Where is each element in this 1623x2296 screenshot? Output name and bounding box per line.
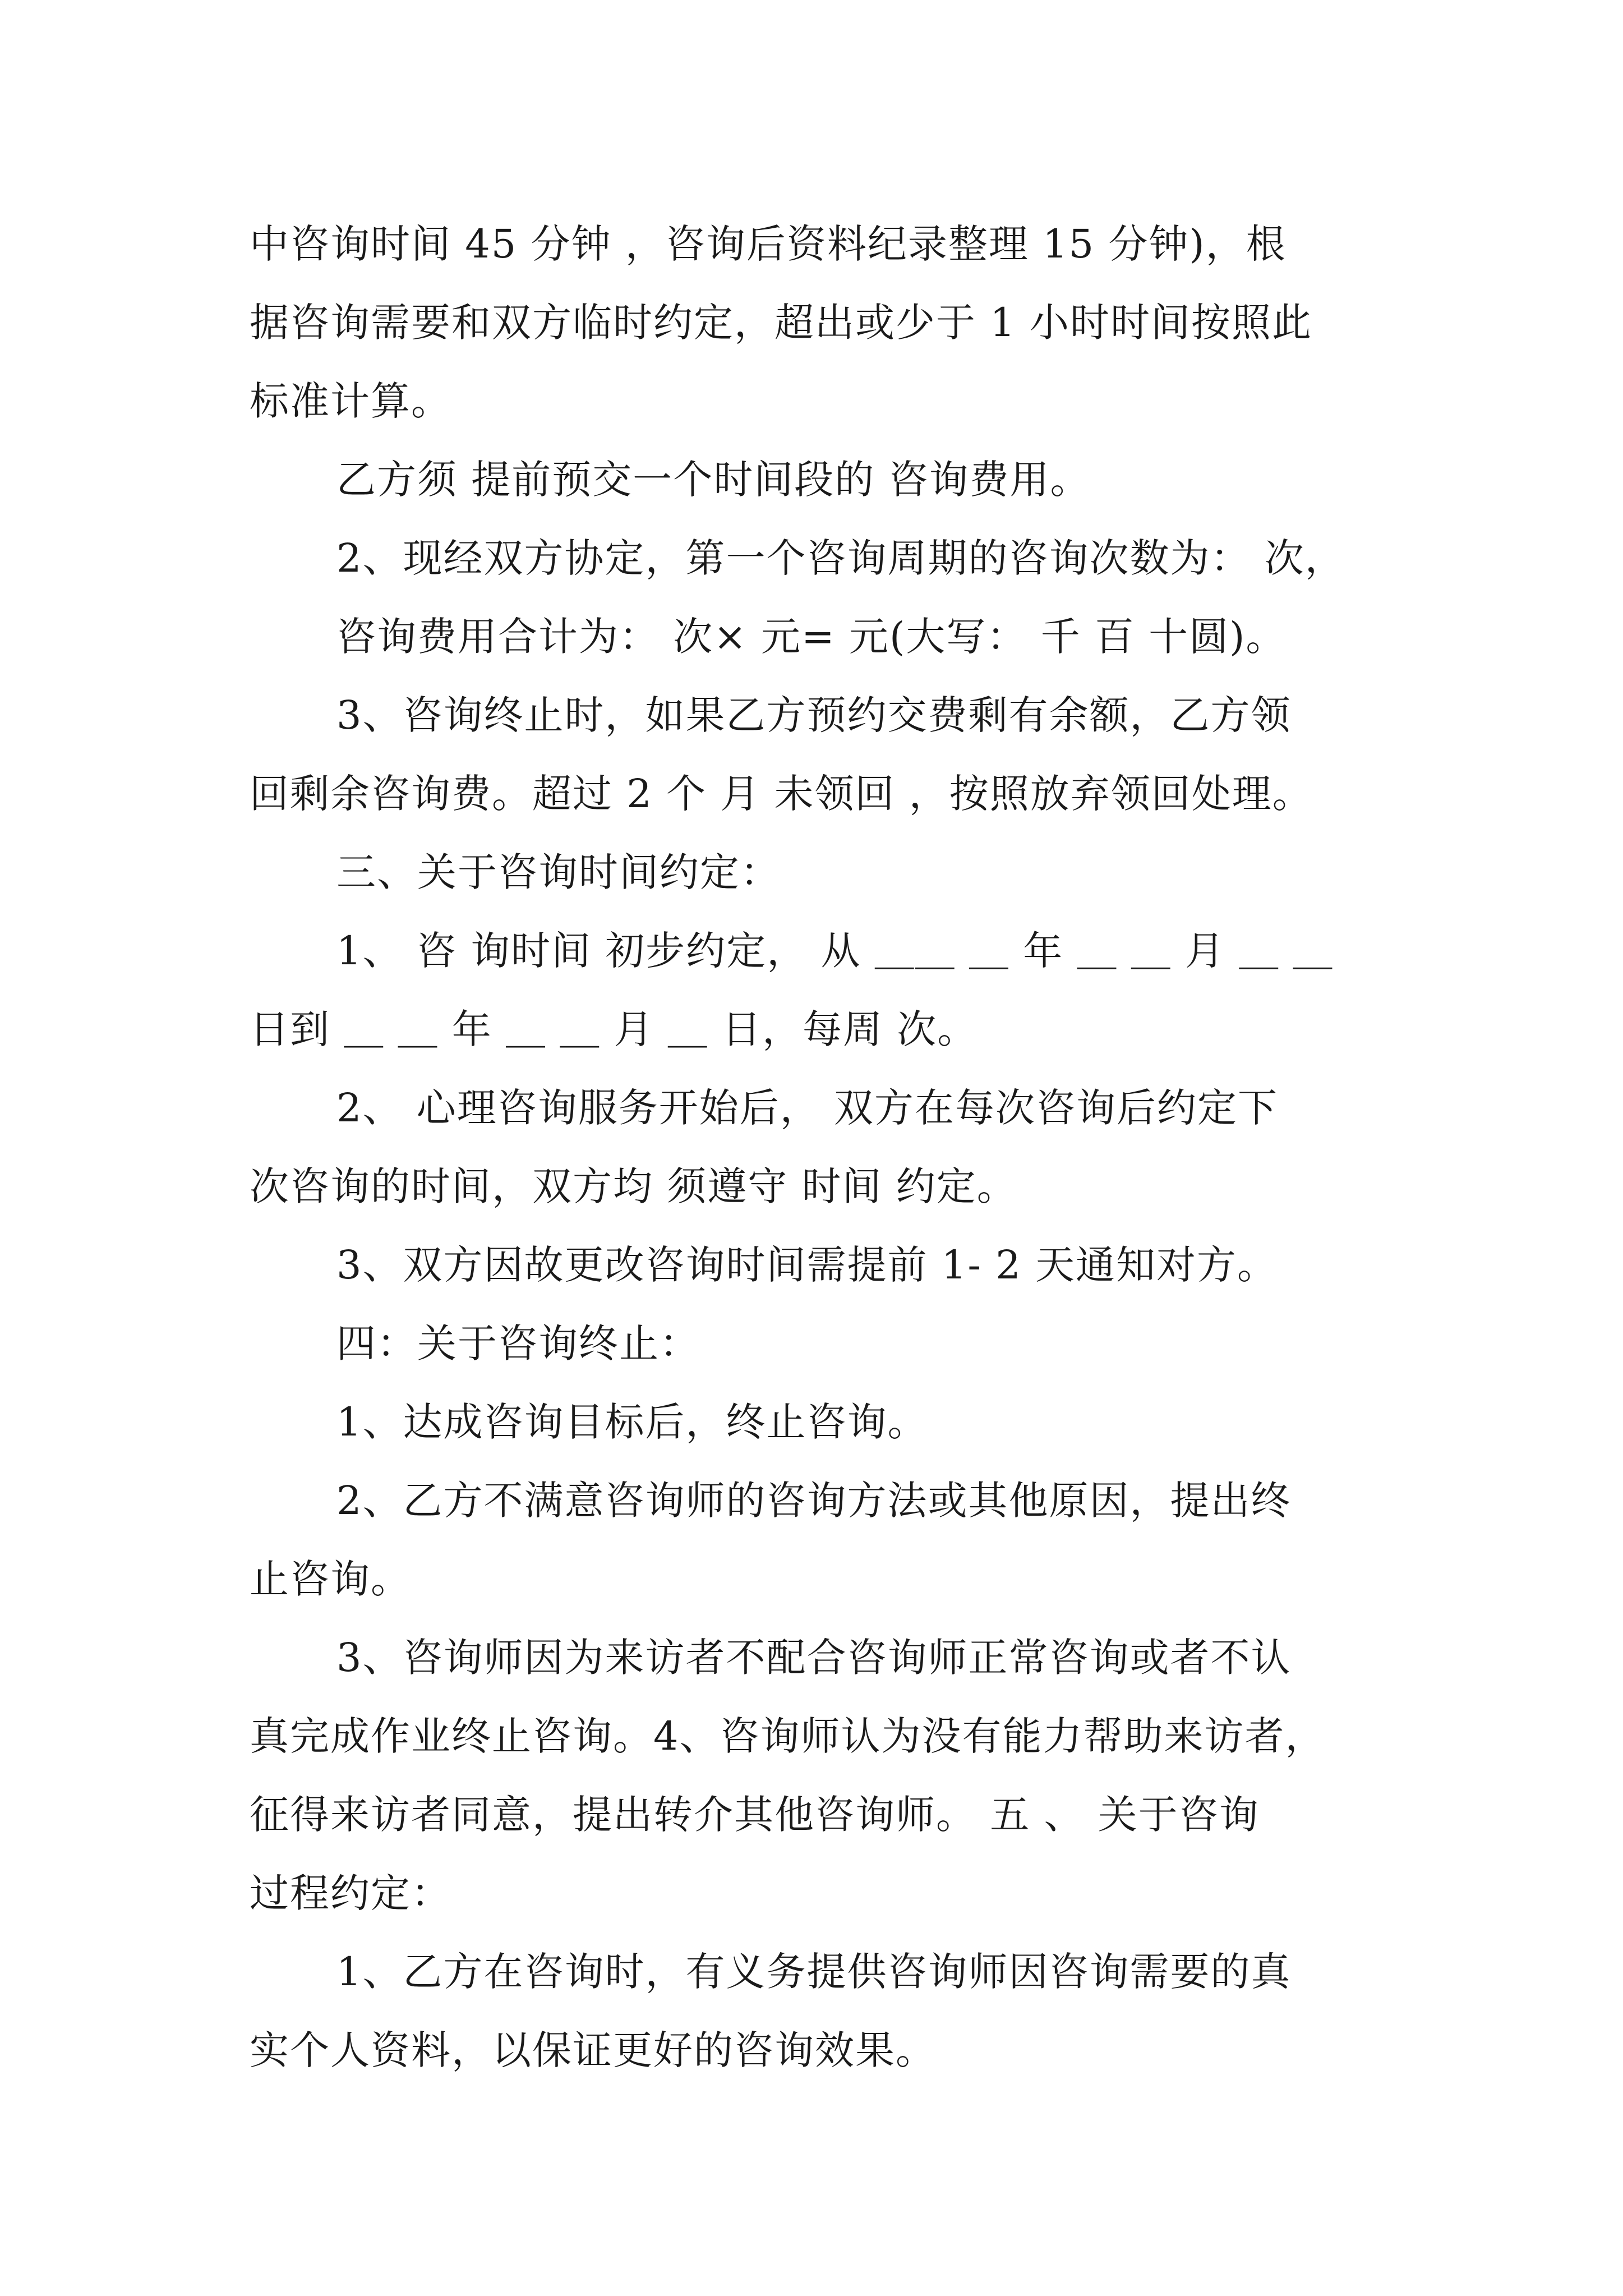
text-line: 2、 心理咨询服务开始后， 双方在每次咨询后约定下 xyxy=(336,1085,1279,1131)
text-line: 真完成作业终止咨询。4、咨询师认为没有能力帮助来访者， xyxy=(250,1713,1326,1759)
text-line: 征得来访者同意，提出转介其他咨询师。 五 、 关于咨询 xyxy=(250,1792,1260,1838)
text-line: 四：关于咨询终止： xyxy=(336,1320,700,1366)
text-line: 3、双方因故更改咨询时间需提前 1- 2 天通知对方。 xyxy=(336,1242,1278,1288)
text-line: 过程约定： xyxy=(250,1870,451,1916)
text-line: 2、乙方不满意咨询师的咨询方法或其他原因，提出终 xyxy=(336,1478,1292,1524)
text-line: 2、现经双方协定，第一个咨询周期的咨询次数为： 次， xyxy=(336,535,1345,581)
text-line: 中咨询时间 45 分钟 ，咨询后资料纪录整理 15 分钟)，根 xyxy=(250,221,1287,267)
text-line: 日到 ＿ ＿ 年 ＿ ＿ 月 ＿ 日，每周 次。 xyxy=(250,1006,978,1052)
text-line: 1、乙方在咨询时，有义务提供咨询师因咨询需要的真 xyxy=(336,1949,1292,1995)
text-line: 3、咨询终止时，如果乙方预约交费剩有余额，乙方领 xyxy=(336,692,1292,738)
text-line: 3、咨询师因为来访者不配合咨询师正常咨询或者不认 xyxy=(336,1635,1292,1681)
text-line: 咨询费用合计为： 次× 元= 元(大写： 千 百 十圆)。 xyxy=(336,614,1287,660)
text-line: 据咨询需要和双方临时约定，超出或少于 1 小时时间按照此 xyxy=(250,300,1313,346)
text-line: 1、 咨 询时间 初步约定， 从 ＿＿ ＿ 年 ＿ ＿ 月 ＿ ＿ xyxy=(336,928,1334,974)
text-line: 回剩余咨询费。超过 2 个 月 未领回 ，按照放弃领回处理。 xyxy=(250,771,1313,817)
text-line: 乙方须 提前预交一个时间段的 咨询费用。 xyxy=(336,457,1091,503)
text-line: 1、达成咨询目标后，终止咨询。 xyxy=(336,1399,928,1445)
text-line: 止咨询。 xyxy=(250,1556,411,1602)
text-line: 实个人资料，以保证更好的咨询效果。 xyxy=(250,2027,936,2073)
text-line: 标准计算。 xyxy=(250,378,451,424)
text-line: 三、关于咨询时间约定： xyxy=(336,849,781,895)
text-line: 次咨询的时间，双方均 须遵守 时间 约定。 xyxy=(250,1163,1017,1209)
